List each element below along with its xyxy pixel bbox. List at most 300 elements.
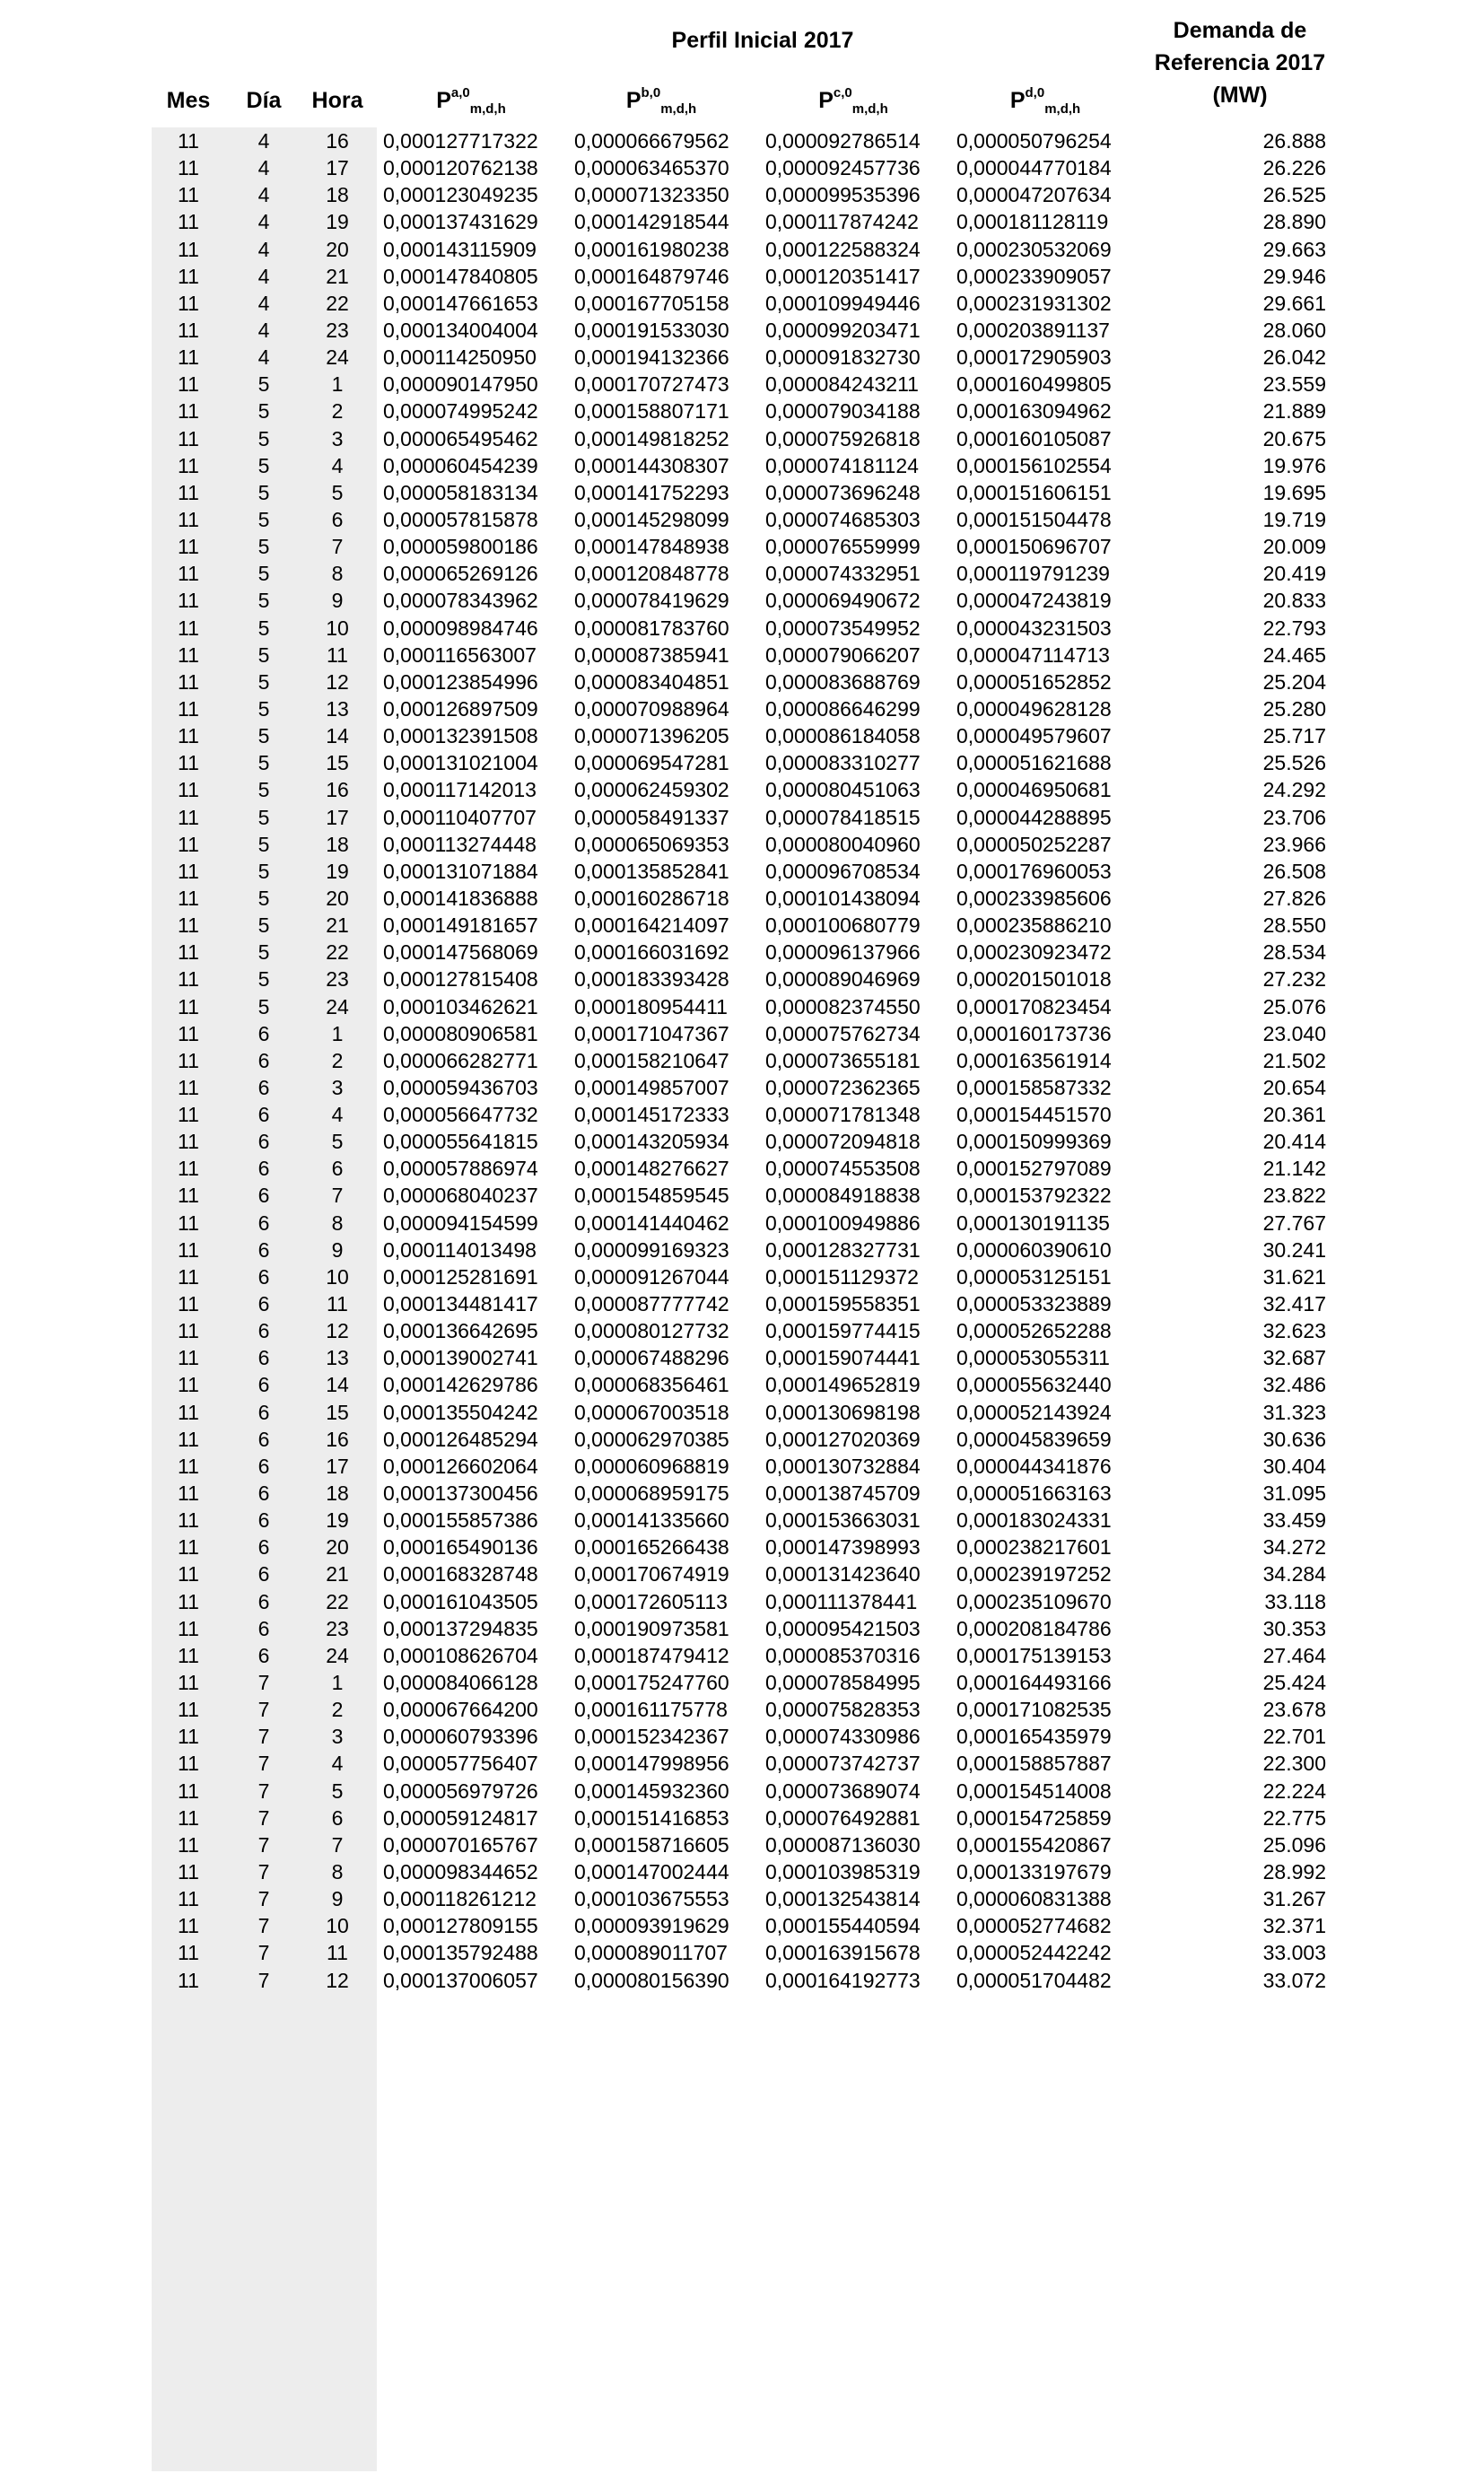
cell-hora: 6: [331, 507, 344, 531]
table-row: [0, 1642, 1484, 1669]
cell-dia: 7: [258, 1752, 270, 1776]
cell-pd: 0,000154451570: [956, 1103, 1112, 1127]
cell-mes: 11: [178, 994, 199, 1018]
cell-mes: 11: [178, 1832, 199, 1857]
cell-dia: 6: [258, 1184, 270, 1208]
cell-demanda: 32.486: [1262, 1373, 1326, 1397]
cell-demanda: 26.508: [1262, 859, 1326, 883]
cell-pa: 0,000070165767: [383, 1832, 538, 1857]
table-title: Perfil Inicial 2017: [671, 28, 854, 53]
cell-pa: 0,000135792488: [383, 1941, 538, 1965]
cell-pc: 0,000100949886: [765, 1211, 921, 1235]
cell-pa: 0,000132391508: [383, 724, 538, 748]
cell-pb: 0,000172605113: [574, 1589, 728, 1613]
cell-dia: 6: [258, 1319, 270, 1343]
cell-dia: 6: [258, 1103, 270, 1127]
cell-demanda: 20.419: [1262, 562, 1326, 586]
cell-pc: 0,000091832730: [765, 345, 921, 370]
cell-pc: 0,000099203471: [765, 318, 921, 342]
cell-pc: 0,000085370316: [765, 1643, 921, 1667]
cell-pd: 0,000175139153: [956, 1643, 1112, 1667]
cell-pb: 0,000068356461: [574, 1373, 729, 1397]
cell-pc: 0,000092457736: [765, 156, 921, 180]
cell-mes: 11: [178, 210, 199, 234]
cell-pc: 0,000080451063: [765, 778, 921, 802]
cell-mes: 11: [178, 1589, 199, 1613]
cell-pc: 0,000075926818: [765, 426, 921, 450]
cell-pd: 0,000201501018: [956, 967, 1112, 992]
cell-hora: 19: [326, 1508, 349, 1533]
cell-demanda: 28.890: [1262, 210, 1326, 234]
cell-pb: 0,000071396205: [574, 724, 729, 748]
cell-demanda: 25.076: [1262, 994, 1326, 1018]
cell-hora: 5: [331, 480, 344, 504]
cell-pd: 0,000044341876: [956, 1454, 1112, 1478]
cell-hora: 8: [331, 1860, 344, 1884]
cell-dia: 7: [258, 1698, 270, 1722]
cell-pb: 0,000158716605: [574, 1832, 729, 1857]
cell-dia: 6: [258, 1373, 270, 1397]
cell-hora: 17: [326, 805, 349, 829]
cell-pb: 0,000070988964: [574, 696, 729, 721]
cell-pa: 0,000149181657: [383, 913, 538, 938]
cell-pa: 0,000147568069: [383, 940, 538, 965]
table-row: [0, 452, 1484, 479]
cell-hora: 19: [326, 859, 349, 883]
cell-hora: 22: [326, 940, 349, 965]
cell-hora: 16: [326, 129, 349, 153]
cell-mes: 11: [178, 1562, 199, 1586]
cell-hora: 20: [326, 237, 349, 261]
column-header-pa: [377, 85, 565, 117]
cell-demanda: 33.072: [1262, 1968, 1326, 1992]
p-subscript: m,d,h: [851, 101, 888, 117]
table-row: [0, 1155, 1484, 1182]
cell-demanda: 33.118: [1264, 1589, 1326, 1613]
cell-pa: 0,000137431629: [383, 210, 538, 234]
cell-pa: 0,000057815878: [383, 507, 538, 531]
cell-dia: 5: [258, 832, 270, 856]
cell-pd: 0,000053125151: [956, 1264, 1112, 1289]
cell-hora: 15: [326, 751, 349, 775]
cell-dia: 6: [258, 1562, 270, 1586]
cell-pd: 0,000051652852: [956, 669, 1112, 694]
cell-hora: 17: [326, 156, 349, 180]
cell-pc: 0,000082374550: [765, 994, 921, 1018]
table-row: [0, 1588, 1484, 1615]
cell-pb: 0,000190973581: [574, 1616, 729, 1640]
cell-dia: 5: [258, 453, 270, 477]
cell-hora: 1: [331, 1021, 344, 1045]
cell-demanda: 19.976: [1262, 453, 1326, 477]
table-row: [0, 181, 1484, 208]
cell-hora: 21: [326, 913, 349, 938]
cell-dia: 5: [258, 616, 270, 640]
cell-demanda: 24.292: [1262, 778, 1326, 802]
table-row: [0, 1939, 1484, 1966]
cell-dia: 6: [258, 1400, 270, 1424]
cell-demanda: 25.717: [1262, 724, 1326, 748]
cell-pc: 0,000078584995: [765, 1671, 921, 1695]
cell-pb: 0,000099169323: [574, 1237, 729, 1262]
cell-dia: 6: [258, 1508, 270, 1533]
cell-pd: 0,000165435979: [956, 1725, 1112, 1749]
cell-pa: 0,000103462621: [383, 994, 538, 1018]
cell-hora: 7: [331, 1832, 344, 1857]
cell-pc: 0,000072362365: [765, 1075, 921, 1099]
cell-pc: 0,000127020369: [765, 1427, 921, 1451]
cell-mes: 11: [178, 264, 199, 288]
cell-pd: 0,000230923472: [956, 940, 1112, 965]
cell-pc: 0,000074330986: [765, 1725, 921, 1749]
cell-pd: 0,000233985606: [956, 886, 1112, 910]
table-row: [0, 804, 1484, 831]
cell-pa: 0,000125281691: [383, 1264, 538, 1289]
cell-hora: 9: [331, 1887, 344, 1911]
cell-pc: 0,000111378441: [765, 1589, 918, 1613]
cell-pb: 0,000164879746: [574, 264, 729, 288]
cell-pd: 0,000047207634: [956, 183, 1112, 207]
cell-dia: 6: [258, 1589, 270, 1613]
cell-pd: 0,000230532069: [956, 237, 1112, 261]
cell-pb: 0,000071323350: [574, 183, 729, 207]
cell-pa: 0,000057886974: [383, 1157, 538, 1181]
cell-dia: 4: [258, 291, 270, 315]
cell-pb: 0,000091267044: [574, 1264, 729, 1289]
cell-pb: 0,000145932360: [574, 1779, 729, 1803]
cell-mes: 11: [178, 642, 199, 667]
table-row: [0, 1210, 1484, 1237]
cell-pc: 0,000096708534: [765, 859, 921, 883]
cell-pb: 0,000154859545: [574, 1184, 729, 1208]
cell-dia: 6: [258, 1427, 270, 1451]
cell-hora: 8: [331, 562, 344, 586]
table-row: [0, 1371, 1484, 1398]
cell-pb: 0,000148276627: [574, 1157, 729, 1181]
cell-dia: 5: [258, 994, 270, 1018]
cell-demanda: 28.992: [1262, 1860, 1326, 1884]
cell-pa: 0,000065495462: [383, 426, 538, 450]
cell-pc: 0,000073696248: [765, 480, 921, 504]
cell-hora: 4: [331, 1103, 344, 1127]
cell-demanda: 33.459: [1262, 1508, 1326, 1533]
table-row: [0, 1263, 1484, 1290]
cell-demanda: 28.550: [1262, 913, 1326, 938]
table-row: [0, 425, 1484, 452]
cell-pd: 0,000181128119: [956, 210, 1109, 234]
table-row: [0, 1967, 1484, 1994]
cell-demanda: 25.424: [1262, 1671, 1326, 1695]
cell-pd: 0,000150999369: [956, 1130, 1112, 1154]
cell-dia: 7: [258, 1671, 270, 1695]
cell-pb: 0,000141335660: [574, 1508, 729, 1533]
cell-dia: 6: [258, 1157, 270, 1181]
table-row: [0, 506, 1484, 533]
table-row: [0, 669, 1484, 695]
cell-pa: 0,000074995242: [383, 399, 538, 424]
cell-pb: 0,000062970385: [574, 1427, 729, 1451]
cell-pc: 0,000073742737: [765, 1752, 921, 1776]
p-symbol: P: [436, 88, 451, 113]
table-row: [0, 966, 1484, 992]
cell-hora: 23: [326, 1616, 349, 1640]
cell-pb: 0,000151416853: [574, 1805, 729, 1830]
cell-pc: 0,000117874242: [765, 210, 919, 234]
cell-pa: 0,000098344652: [383, 1860, 538, 1884]
demand-header-line: Demanda de: [1173, 18, 1307, 43]
cell-dia: 4: [258, 264, 270, 288]
cell-hora: 23: [326, 967, 349, 992]
cell-mes: 11: [178, 940, 199, 965]
column-header-mes: Mes: [166, 88, 211, 113]
cell-pa: 0,000114013498: [383, 1237, 537, 1262]
p-superscript: a,0: [450, 85, 470, 101]
cell-pb: 0,000180954411: [574, 994, 728, 1018]
cell-mes: 11: [178, 1535, 199, 1560]
table-row: [0, 695, 1484, 722]
cell-mes: 11: [178, 1725, 199, 1749]
cell-dia: 5: [258, 480, 270, 504]
cell-mes: 11: [178, 616, 199, 640]
cell-pd: 0,000155420867: [956, 1832, 1112, 1857]
cell-dia: 6: [258, 1643, 270, 1667]
cell-hora: 21: [326, 1562, 349, 1586]
cell-demanda: 32.371: [1262, 1914, 1326, 1938]
cell-pc: 0,000087136030: [765, 1832, 921, 1857]
cell-hora: 2: [331, 399, 344, 424]
cell-pa: 0,000147840805: [383, 264, 538, 288]
cell-pd: 0,000153792322: [956, 1184, 1112, 1208]
cell-pc: 0,000159074441: [765, 1346, 921, 1370]
cell-dia: 7: [258, 1914, 270, 1938]
cell-pa: 0,000165490136: [383, 1535, 538, 1560]
cell-hora: 20: [326, 886, 349, 910]
cell-dia: 5: [258, 642, 270, 667]
cell-hora: 16: [326, 778, 349, 802]
cell-pb: 0,000069547281: [574, 751, 729, 775]
cell-mes: 11: [178, 1184, 199, 1208]
cell-pc: 0,000155440594: [765, 1914, 921, 1938]
table-row: [0, 912, 1484, 939]
cell-pc: 0,000075828353: [765, 1698, 921, 1722]
cell-hora: 3: [331, 426, 344, 450]
cell-hora: 24: [326, 994, 349, 1018]
cell-mes: 11: [178, 1021, 199, 1045]
cell-hora: 22: [326, 291, 349, 315]
cell-mes: 11: [178, 1860, 199, 1884]
cell-pd: 0,000158857887: [956, 1752, 1112, 1776]
cell-hora: 22: [326, 1589, 349, 1613]
table-row: [0, 263, 1484, 290]
cell-dia: 4: [258, 237, 270, 261]
p-subscript: m,d,h: [660, 101, 697, 117]
cell-demanda: 21.142: [1262, 1157, 1326, 1181]
table-row: [0, 1020, 1484, 1047]
cell-pc: 0,000078418515: [765, 805, 921, 829]
cell-dia: 7: [258, 1832, 270, 1857]
cell-pb: 0,000147848938: [574, 535, 729, 559]
table-row: [0, 398, 1484, 424]
cell-pc: 0,000074332951: [765, 562, 921, 586]
cell-mes: 11: [178, 1211, 199, 1235]
cell-hora: 7: [331, 1184, 344, 1208]
cell-pc: 0,000076559999: [765, 535, 921, 559]
cell-mes: 11: [178, 859, 199, 883]
cell-hora: 6: [331, 1157, 344, 1181]
cell-pb: 0,000089011707: [574, 1941, 728, 1965]
cell-pc: 0,000073549952: [765, 616, 921, 640]
table-row: [0, 1101, 1484, 1128]
cell-pd: 0,000049579607: [956, 724, 1112, 748]
cell-mes: 11: [178, 1319, 199, 1343]
table-row: [0, 1805, 1484, 1831]
column-header-pd: [951, 85, 1139, 117]
cell-pc: 0,000075762734: [765, 1021, 921, 1045]
cell-pb: 0,000067003518: [574, 1400, 729, 1424]
cell-demanda: 20.009: [1262, 535, 1326, 559]
cell-mes: 11: [178, 1264, 199, 1289]
cell-pc: 0,000092786514: [765, 129, 921, 153]
cell-pa: 0,000114250950: [383, 345, 537, 370]
table-row: [0, 290, 1484, 317]
cell-demanda: 27.767: [1262, 1211, 1326, 1235]
cell-pa: 0,000059124817: [383, 1805, 538, 1830]
cell-pb: 0,000078419629: [574, 589, 729, 613]
table-row: [0, 1317, 1484, 1344]
table-row: [0, 236, 1484, 263]
cell-pa: 0,000123854996: [383, 669, 538, 694]
table-row: [0, 1912, 1484, 1939]
p-superscript: d,0: [1025, 85, 1045, 101]
cell-pb: 0,000194132366: [574, 345, 729, 370]
cell-demanda: 29.661: [1262, 291, 1326, 315]
cell-dia: 6: [258, 1130, 270, 1154]
cell-demanda: 30.636: [1262, 1427, 1326, 1451]
cell-pd: 0,000060390610: [956, 1237, 1112, 1262]
cell-pc: 0,000074685303: [765, 507, 921, 531]
cell-mes: 11: [178, 778, 199, 802]
cell-hora: 1: [331, 1671, 344, 1695]
cell-pd: 0,000044770184: [956, 156, 1112, 180]
cell-pd: 0,000171082535: [956, 1698, 1112, 1722]
cell-pa: 0,000084066128: [383, 1671, 538, 1695]
table-row: [0, 154, 1484, 181]
cell-mes: 11: [178, 1887, 199, 1911]
cell-pb: 0,000093919629: [574, 1914, 729, 1938]
cell-demanda: 23.706: [1262, 805, 1326, 829]
table-row: [0, 993, 1484, 1020]
cell-dia: 6: [258, 1021, 270, 1045]
p-superscript: b,0: [641, 85, 661, 101]
cell-pa: 0,000137006057: [383, 1968, 538, 1992]
cell-dia: 7: [258, 1860, 270, 1884]
cell-hora: 20: [326, 1535, 349, 1560]
table-row: [0, 1237, 1484, 1263]
cell-pb: 0,000068959175: [574, 1481, 729, 1506]
cell-mes: 11: [178, 913, 199, 938]
cell-pb: 0,000081783760: [574, 616, 729, 640]
cell-pd: 0,000044288895: [956, 805, 1112, 829]
cell-dia: 5: [258, 859, 270, 883]
cell-hora: 11: [327, 1941, 348, 1965]
cell-pb: 0,000062459302: [574, 778, 729, 802]
cell-pb: 0,000120848778: [574, 562, 729, 586]
cell-hora: 12: [326, 1319, 349, 1343]
cell-pd: 0,000150696707: [956, 535, 1112, 559]
cell-mes: 11: [178, 1481, 199, 1506]
p-subscript: m,d,h: [469, 101, 506, 117]
cell-demanda: 20.654: [1262, 1075, 1326, 1099]
cell-mes: 11: [178, 805, 199, 829]
cell-pb: 0,000147998956: [574, 1752, 729, 1776]
cell-demanda: 20.361: [1262, 1103, 1326, 1127]
cell-pd: 0,000170823454: [956, 994, 1112, 1018]
cell-mes: 11: [178, 480, 199, 504]
cell-demanda: 20.833: [1262, 589, 1326, 613]
p-symbol: P: [1009, 88, 1026, 113]
cell-pa: 0,000058183134: [383, 480, 538, 504]
table-row: [0, 344, 1484, 371]
cell-dia: 5: [258, 696, 270, 721]
cell-dia: 6: [258, 1211, 270, 1235]
cell-mes: 11: [178, 1346, 199, 1370]
cell-hora: 24: [326, 345, 349, 370]
cell-pc: 0,000073689074: [765, 1779, 921, 1803]
cell-pd: 0,000172905903: [956, 345, 1112, 370]
cell-demanda: 19.695: [1262, 480, 1326, 504]
cell-pc: 0,000089046969: [765, 967, 921, 992]
table-row: [0, 885, 1484, 912]
cell-hora: 17: [326, 1454, 349, 1478]
cell-pd: 0,000152797089: [956, 1157, 1112, 1181]
cell-hora: 13: [326, 696, 349, 721]
table-row: [0, 776, 1484, 803]
cell-pb: 0,000145298099: [574, 507, 729, 531]
cell-mes: 11: [178, 1292, 199, 1316]
cell-pa: 0,000060454239: [383, 453, 538, 477]
cell-dia: 5: [258, 805, 270, 829]
cell-pc: 0,000083688769: [765, 669, 921, 694]
cell-dia: 5: [258, 751, 270, 775]
cell-pc: 0,000095421503: [765, 1616, 921, 1640]
cell-mes: 11: [178, 1616, 199, 1640]
table-row: [0, 1560, 1484, 1587]
cell-pa: 0,000090147950: [383, 372, 538, 397]
cell-pc: 0,000131423640: [765, 1562, 921, 1586]
cell-mes: 11: [178, 886, 199, 910]
cell-demanda: 34.284: [1262, 1562, 1326, 1586]
cell-pd: 0,000050252287: [956, 832, 1112, 856]
cell-dia: 5: [258, 913, 270, 938]
cell-demanda: 23.678: [1262, 1698, 1326, 1722]
cell-pa: 0,000141836888: [383, 886, 538, 910]
demand-header-line: (MW): [1212, 83, 1268, 108]
cell-mes: 11: [178, 156, 199, 180]
cell-dia: 5: [258, 967, 270, 992]
cell-pa: 0,000056647732: [383, 1103, 538, 1127]
cell-pb: 0,000066679562: [574, 129, 729, 153]
table-row: [0, 1074, 1484, 1101]
cell-mes: 11: [178, 589, 199, 613]
cell-hora: 19: [326, 210, 349, 234]
cell-dia: 6: [258, 1481, 270, 1506]
cell-pd: 0,000163094962: [956, 399, 1112, 424]
cell-dia: 6: [258, 1535, 270, 1560]
cell-demanda: 28.534: [1262, 940, 1326, 965]
table-row: [0, 1182, 1484, 1209]
cell-pd: 0,000158587332: [956, 1075, 1112, 1099]
cell-pd: 0,000133197679: [956, 1860, 1112, 1884]
